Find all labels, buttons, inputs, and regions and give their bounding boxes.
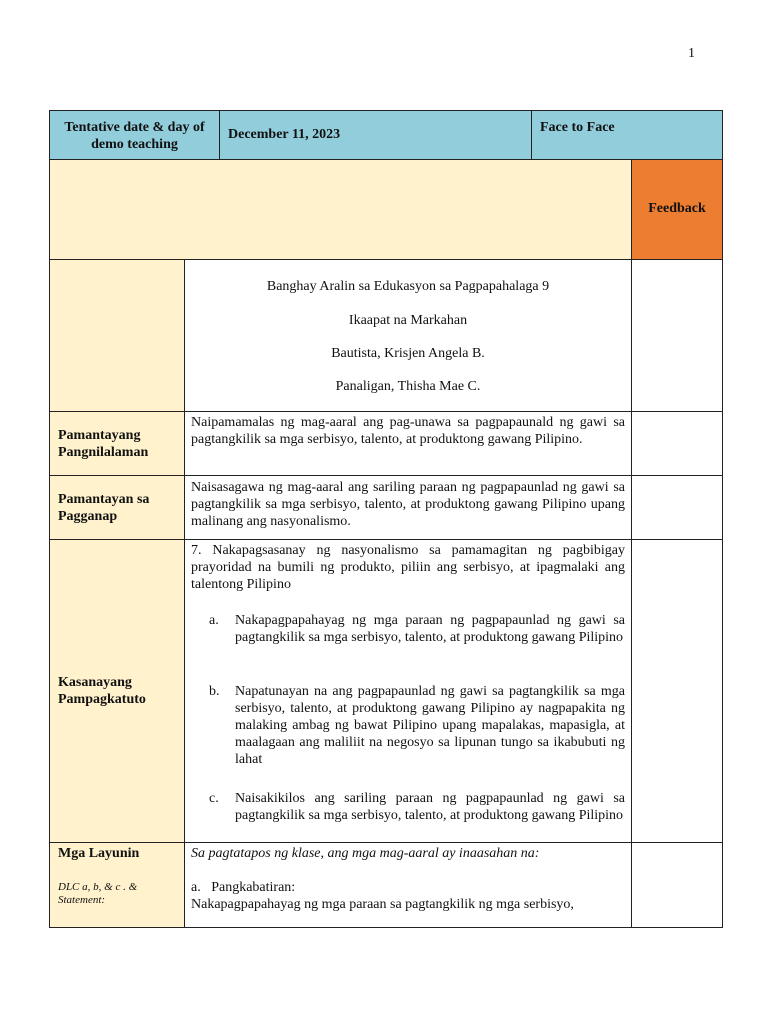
- lesson-title: Banghay Aralin sa Edukasyon sa Pagpapahalaga 9: [266, 279, 550, 294]
- content-standard-text: Naipamamalas ng mag-aaral ang pag-unawa sa pagpapaunald ng gawi sa pagtangkilik sa mga serbisyo, talento, at produktong gawang Pilipino.: [191, 415, 625, 447]
- list-item: [209, 683, 625, 768]
- objectives-item-text: Nakapagpapahayag ng mga paraan sa pagtangkilik ng mga serbisyo,: [191, 897, 574, 912]
- performance-standard-label-cell: [49, 475, 185, 540]
- date-label: Tentative date & day of demo teaching: [50, 111, 220, 159]
- feedback-cell-competency: [631, 539, 723, 843]
- intro-label-cell: [49, 259, 185, 412]
- competency-intro: 7. Nakapagsasanay ng nasyonalismo sa pamamagitan ng pagbibigay prayoridad na bumili ng produkto, piliin ang serbisyo, at ipagmalaki ang talentong Pilipino: [191, 543, 625, 592]
- content-standard-label: Pamantayang Pangnilalaman: [58, 428, 149, 460]
- feedback-cell-intro: [631, 259, 723, 412]
- objectives-item-title: Pangkabatiran:: [211, 880, 296, 895]
- objectives-item-heading: [191, 879, 625, 896]
- content-standard-label-cell: [49, 411, 185, 476]
- list-item-text: Napatunayan na ang pagpapaunlad ng gawi sa pagtangkilik sa mga serbisyo, talento, at produktong gawang Pilipino ay nagpapakita ng malaking ambag ng bawat Pilipino upang mapalakas, mapasigla, at maalagaan ang maliliit na negosyo sa lipunan tungo sa ikabubuti ng lahat: [235, 684, 625, 767]
- author-2: Panaligan, Thisha Mae C.: [335, 379, 481, 394]
- page-number: 1: [688, 46, 695, 61]
- competency-label: Kasanayang Pampagkatuto: [58, 675, 146, 707]
- content-standard-cell: [184, 411, 632, 476]
- feedback-header: Feedback: [631, 159, 723, 260]
- demo-date: December 11, 2023: [220, 111, 532, 159]
- list-item-text: Nakapagpapahayag ng mga paraan ng pagpapaunlad ng gawi sa pagtangkilik sa mga serbisyo, talento, at produktong gawang Pilipino: [235, 613, 625, 645]
- performance-standard-label: Pamantayan sa Pagganap: [58, 492, 150, 524]
- competency-cell: [184, 539, 632, 843]
- list-item: [209, 790, 625, 824]
- objectives-item-marker: a.: [191, 880, 201, 895]
- objectives-label: Mga Layunin: [58, 846, 140, 861]
- list-marker: c.: [209, 791, 219, 806]
- competency-label-cell: [49, 539, 185, 843]
- quarter: Ikaapat na Markahan: [348, 313, 468, 328]
- list-item: [209, 612, 625, 646]
- teaching-mode: Face to Face: [540, 120, 615, 135]
- intro-cell: [184, 259, 632, 412]
- performance-standard-cell: [184, 475, 632, 540]
- author-1: Bautista, Krisjen Angela B.: [331, 346, 485, 361]
- feedback-cell-content: [631, 411, 723, 476]
- performance-standard-text: Naisasagawa ng mag-aaral ang sariling paraan ng pagpapaunlad ng gawi sa pagtangkilik sa mga serbisyo, talento, at produktong gawang Pilipino upang malinang ang nasyonalismo.: [191, 480, 625, 529]
- list-marker: a.: [209, 613, 219, 628]
- feedback-cell-performance: [631, 475, 723, 540]
- objectives-cell: [184, 842, 632, 928]
- objectives-intro: Sa pagtatapos ng klase, ang mga mag-aaral ay inaasahan na:: [191, 846, 540, 861]
- objectives-note: DLC a, b, & c . & Statement:: [58, 881, 138, 906]
- banner-cell: [49, 159, 632, 260]
- feedback-cell-objectives: [631, 842, 723, 928]
- list-item-text: Naisakikilos ang sariling paraan ng pagpapaunlad ng gawi sa pagtangkilik sa mga serbisyo, talento, at produktong gawang Pilipino: [235, 791, 625, 823]
- list-marker: b.: [209, 684, 220, 699]
- header-row: [49, 110, 723, 160]
- objectives-label-cell: [49, 842, 185, 928]
